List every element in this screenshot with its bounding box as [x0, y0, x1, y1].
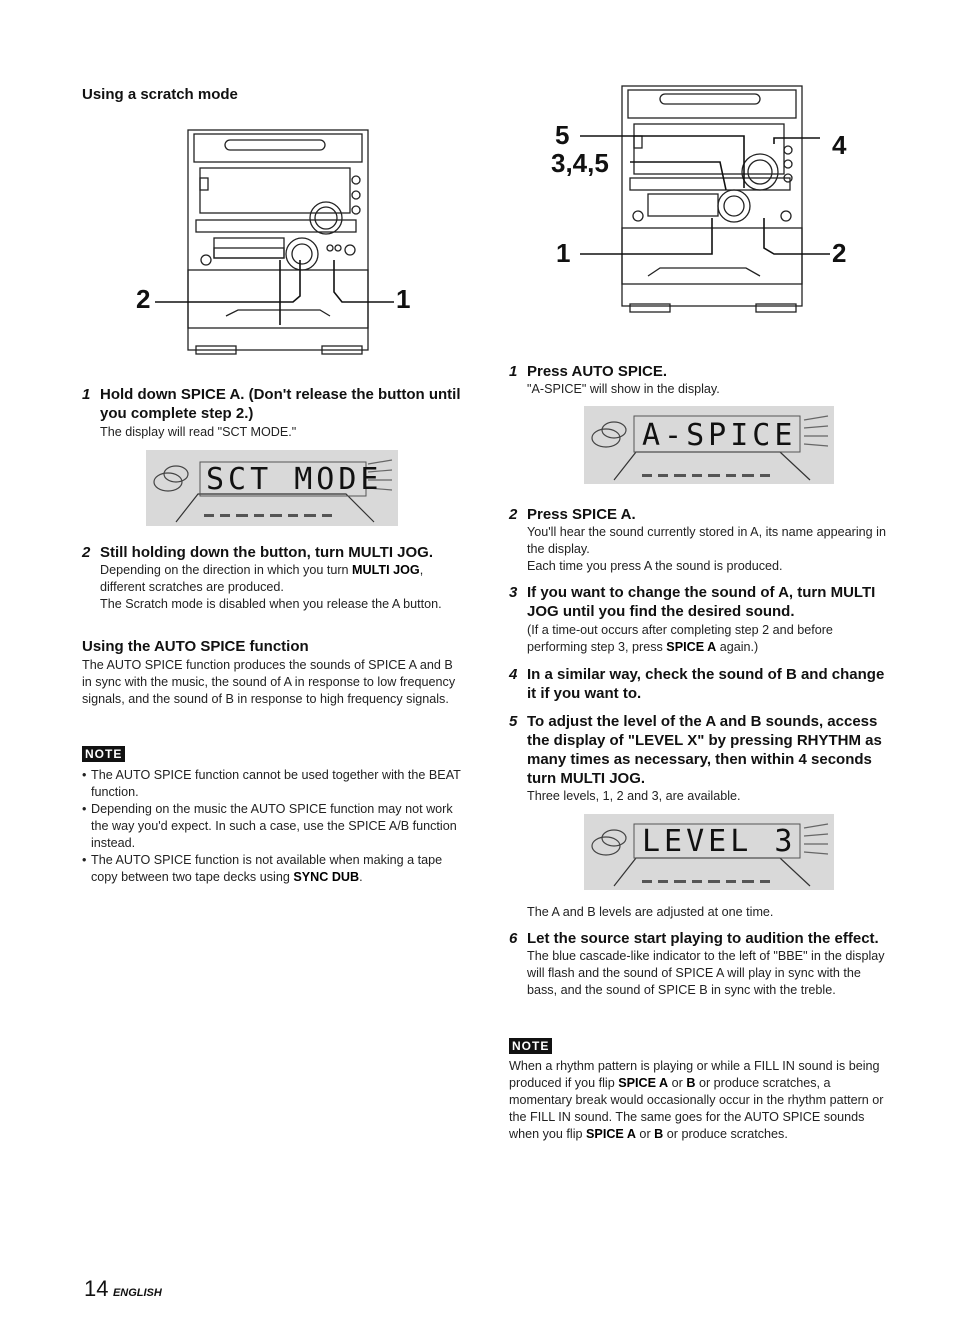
right-step-5-heading: [509, 712, 893, 788]
text-run: When a rhythm pattern is playing or while a FILL IN sound is being produced if you flip: [509, 1059, 880, 1090]
lcd-display-sct-mode: [146, 450, 398, 526]
step-title: If you want to change the sound of A, turn MULTI JOG until you find the desired sound.: [527, 584, 876, 620]
levels-note: The A and B levels are adjusted at one time.: [527, 905, 774, 919]
step-number: 2: [509, 506, 518, 523]
bold-text: SYNC DUB: [293, 870, 360, 884]
step-number: 6: [509, 930, 518, 947]
right-step-3-heading: [509, 583, 893, 621]
step-number: 2: [82, 544, 91, 561]
lcd-display-a-spice: [584, 406, 834, 484]
right-step-5-text: Three levels, 1, 2 and 3, are available.: [527, 789, 741, 803]
page-number: 14: [84, 1276, 109, 1301]
callout-number: 4: [832, 130, 847, 160]
lcd-display-level-3: [584, 814, 834, 890]
callout-number: 3,4,5: [551, 148, 609, 178]
note-item: • Depending on the music the AUTO SPICE function may not work the way you'd expect. In such a case, use the SPICE A/B function instead.: [82, 801, 466, 852]
right-step-3-text: [527, 622, 893, 656]
language-label: ENGLISH: [112, 1287, 162, 1299]
text-run: The AUTO SPICE function is not available when making a tape copy between two tape decks using: [91, 853, 443, 884]
step-title: Press SPICE A.: [527, 506, 636, 523]
bold-text: MULTI JOG: [352, 563, 420, 577]
note-item: • The AUTO SPICE function cannot be used together with the BEAT function.: [82, 767, 466, 801]
section-heading-scratch-mode: Using a scratch mode: [82, 86, 238, 103]
bold-text: SPICE A: [666, 640, 717, 654]
step-2-text: [100, 562, 466, 613]
note-badge: NOTE: [82, 746, 125, 762]
text-run: Depending on the direction in which you turn: [100, 563, 353, 577]
step-number: 5: [509, 713, 518, 730]
section-heading-auto-spice: Using the AUTO SPICE function: [82, 638, 309, 655]
text-run: again.): [716, 640, 759, 654]
step-number: 4: [509, 666, 518, 683]
text-run: .: [359, 870, 363, 884]
step-number: 1: [509, 363, 518, 380]
lcd-text: A-SPICE: [642, 418, 797, 453]
stereo-system-illustration-right: [540, 78, 860, 314]
step-2-heading: [82, 543, 466, 562]
step-1-text: The display will read "SCT MODE.": [100, 425, 297, 439]
step-title: Still holding down the button, turn MULTI JOG.: [100, 544, 433, 561]
text-run: or produce scratches, a momentary break would occasionally occur in the rhythm pattern or the FILL IN sound. The same goes for the AUTO SPICE sounds when you flip: [509, 1076, 884, 1141]
right-step-1-heading: [509, 362, 893, 381]
text-run: (If a time-out occurs after completing step 2 and before performing step 3, press: [527, 623, 833, 654]
step-title: In a similar way, check the sound of B and change it if you want to.: [527, 666, 885, 702]
bold-text: B: [686, 1076, 696, 1090]
text-run: or produce scratches.: [663, 1127, 788, 1141]
auto-spice-description: The AUTO SPICE function produces the sounds of SPICE A and B in sync with the music, the sound of A in response to low frequency signals, and the sound of B in response to high frequency signals.: [82, 658, 456, 706]
right-step-4-heading: [509, 665, 893, 703]
lcd-text: LEVEL 3: [642, 824, 797, 859]
right-step-6-heading: [509, 929, 897, 948]
text-run: or: [668, 1076, 687, 1090]
right-step-6-text: The blue cascade-like indicator to the left of "BBE" in the display will flash and the sound of SPICE A will play in sync with the bass, and the sound of SPICE B in sync with the treble.: [527, 949, 885, 997]
right-step-2-text: [527, 524, 893, 575]
callout-number: 1: [396, 284, 411, 314]
stereo-system-illustration: [130, 120, 420, 360]
step-title: To adjust the level of the A and B sounds, access the display of "LEVEL X" by pressing RHYTHM as many times as necessary, then within 4 seconds turn MULTI JOG.: [527, 713, 882, 787]
text-run: , different scratches are produced.: [100, 563, 424, 594]
note-badge: NOTE: [509, 1038, 552, 1054]
bold-text: SPICE A: [618, 1076, 669, 1090]
step-number: 1: [82, 386, 91, 403]
step-title: Hold down SPICE A. (Don't release the button until you complete step 2.): [100, 386, 461, 422]
callout-number: 2: [832, 238, 847, 268]
lcd-text: SCT MODE: [206, 462, 383, 497]
right-step-1-text: "A-SPICE" will show in the display.: [527, 382, 720, 396]
step-title: Let the source start playing to audition the effect.: [527, 930, 879, 947]
callout-number: 5: [555, 120, 570, 150]
step-title: Press AUTO SPICE.: [527, 363, 668, 380]
bold-text: SPICE A: [586, 1127, 636, 1141]
step-number: 3: [509, 584, 518, 601]
step-1-heading: [82, 385, 466, 423]
page-footer: [84, 1276, 162, 1302]
callout-number: 2: [136, 284, 151, 314]
callout-number: 1: [556, 238, 571, 268]
note-item: [82, 852, 466, 886]
step-text-2: Each time you press A the sound is produced.: [527, 559, 783, 573]
bold-text: B: [654, 1127, 664, 1141]
step-2-text-2: The Scratch mode is disabled when you release the A button.: [100, 597, 442, 611]
right-note-text: [509, 1058, 893, 1143]
note-list: [82, 767, 466, 886]
text-run: or: [635, 1127, 655, 1141]
step-text: You'll hear the sound currently stored in A, its name appearing in the display.: [527, 525, 886, 556]
right-step-2-heading: [509, 505, 893, 524]
